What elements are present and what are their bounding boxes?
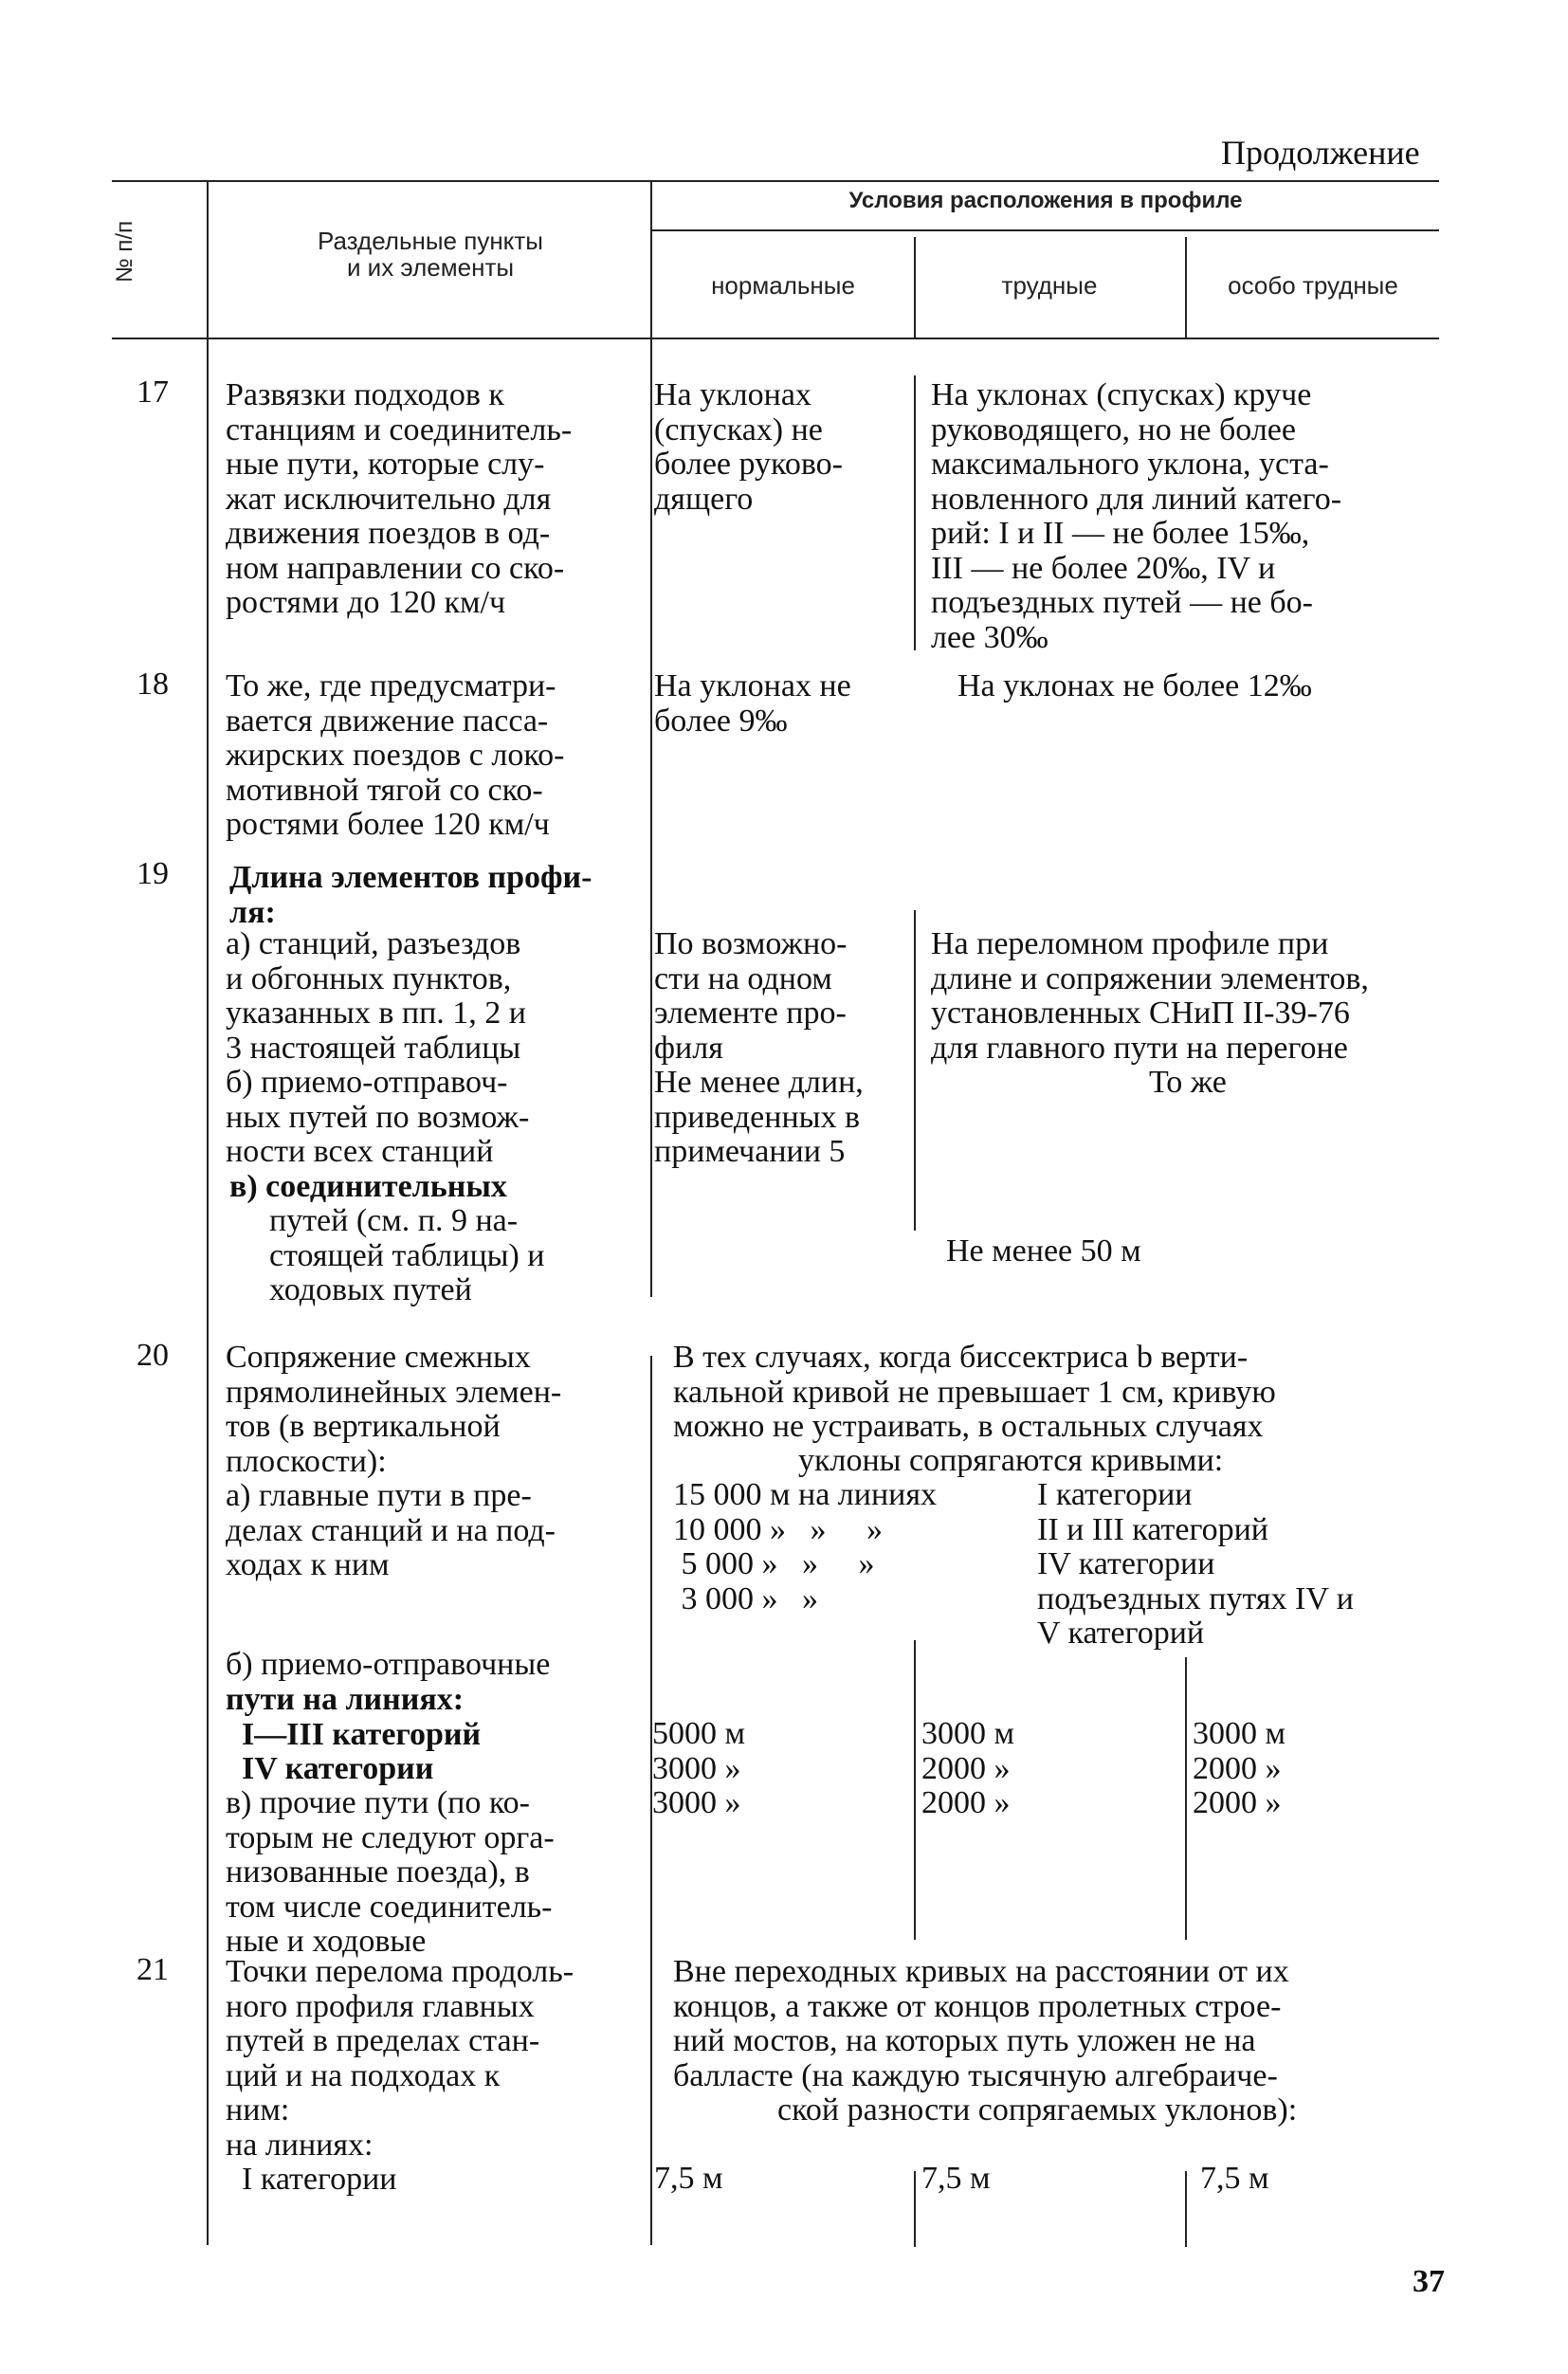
body-divider-normal-20 bbox=[914, 1640, 916, 1940]
row-19-item-b: б) приемо-отправоч- ных путей по возмож- ности всех станций bbox=[226, 1065, 530, 1169]
row-21-number: 21 bbox=[137, 1952, 169, 1987]
row-19-item-c-title: в) соединительных bbox=[229, 1169, 507, 1204]
row-20-merged-intro: В тех случаях, когда биссектриса b верти- кальной кривой не превышает 1 см, кривую можно не устраивать, в остальных случаях bbox=[673, 1340, 1276, 1444]
row-18-normal: На уклонах не более 9‰ bbox=[654, 668, 851, 739]
row-18-number: 18 bbox=[137, 667, 169, 702]
row-19-number: 19 bbox=[137, 856, 169, 891]
row-21-very-hard: 7,5 м bbox=[1200, 2161, 1269, 2196]
row-19-item-a: а) станций, разъездов и обгонных пунктов, указанных в пп. 1, 2 и 3 настоящей таблицы bbox=[226, 926, 526, 1066]
row-20-very-hard-values: 3000 м 2000 » 2000 » bbox=[1193, 1716, 1286, 1820]
row-19-hard-b: То же bbox=[1149, 1065, 1227, 1100]
row-20-item-a: Сопряжение смежных прямолинейных элемен- тов (в вертикальной плоскости): а) главные пути в пре- делах станций и на под- ходах к ним bbox=[226, 1340, 562, 1582]
row-20-hard-values: 3000 м 2000 » 2000 » bbox=[921, 1716, 1015, 1820]
continuation-label: Продолжение bbox=[1221, 134, 1420, 172]
body-divider-normal-17 bbox=[914, 375, 916, 650]
body-divider-hard-20 bbox=[1185, 1657, 1187, 1940]
row-18-hard: На уклонах не более 12‰ bbox=[957, 668, 1312, 703]
row-20-number: 20 bbox=[137, 1338, 169, 1373]
row-21-item: Точки перелома продоль- ного профиля главных путей в пределах стан- ций и на подходах к ним: на линиях: I категории bbox=[226, 1954, 574, 2197]
row-21-hard: 7,5 м bbox=[921, 2161, 991, 2196]
row-20-item-b: б) приемо-отправочные bbox=[226, 1647, 551, 1682]
body-divider-items-1 bbox=[650, 338, 652, 1297]
row-20-radii-right: I категории II и III категорий IV категории подъездных путях IV и V категорий bbox=[1037, 1477, 1354, 1651]
row-19-hard-c: Не менее 50 м bbox=[946, 1233, 1141, 1269]
row-20-radii-left: 15 000 м на линиях 10 000 » » » 5 000 » » » 3 000 » » bbox=[673, 1477, 937, 1616]
row-17-item: Развязки подходов к станциям и соединитель- ные пути, которые слу- жат исключительно для движения поездов в од- ном направлении со ско- ростями до 120 км/ч bbox=[226, 377, 573, 620]
header-divider-hard bbox=[1185, 237, 1187, 338]
row-21-normal: 7,5 м bbox=[654, 2161, 723, 2196]
header-top-rule bbox=[112, 180, 1439, 182]
conditions-rule bbox=[652, 229, 1439, 231]
row-17-hard: На уклонах (спусках) круче руководящего, но не более максимального уклона, уста- новленного для линий катего- рий: I и II — не более 15‰, III — не более 20‰, IV и подъездных путей — не бо- лее 30‰ bbox=[931, 377, 1342, 655]
row-19-item-c: путей (см. п. 9 на- стоящей таблицы) и ходовых путей bbox=[269, 1203, 545, 1307]
header-bottom-rule bbox=[112, 338, 1439, 339]
body-divider-normal-21 bbox=[914, 2171, 916, 2247]
col-num-header: № п/п bbox=[112, 220, 137, 283]
header-divider-normal bbox=[914, 237, 916, 338]
col-very-hard-header: особо трудные bbox=[1228, 271, 1398, 300]
row-20-merged-intro-last: уклоны сопрягаются кривыми: bbox=[798, 1443, 1224, 1478]
row-17-number: 17 bbox=[137, 374, 169, 410]
row-20-item-c: в) прочие пути (по ко- торым не следуют орга- низованные поезда), в том числе соединитель- ные и ходовые bbox=[226, 1785, 555, 1959]
row-19-normal-b: Не менее длин, приведенных в примечании 5 bbox=[654, 1065, 864, 1169]
col-normal-header: нормальные bbox=[711, 271, 855, 300]
body-divider-num bbox=[207, 338, 209, 2245]
row-19-hard-a: На переломном профиле при длине и сопряжении элементов, установленных СНиП II-39-76 для главного пути на перегоне bbox=[931, 926, 1369, 1066]
row-20-normal-values: 5000 м 3000 » 3000 » bbox=[652, 1716, 746, 1820]
row-20-item-b-bold: пути на линиях: I—III категорий IV категории bbox=[226, 1682, 482, 1786]
header-divider-num bbox=[207, 180, 209, 338]
col-items-header: Раздельные пункты и их элементы bbox=[318, 227, 543, 282]
header-divider-items bbox=[650, 180, 652, 338]
row-17-normal: На уклонах (спусках) не более руково- дящего bbox=[654, 377, 843, 517]
col-conditions-header: Условия расположения в профиле bbox=[848, 188, 1243, 213]
page-number: 37 bbox=[1413, 2264, 1445, 2299]
row-21-merged-intro-last: ской разности сопрягаемых уклонов): bbox=[777, 2092, 1298, 2127]
body-divider-normal-19 bbox=[914, 910, 916, 1231]
row-19-item-title: Длина элементов профи- ля: bbox=[229, 860, 593, 930]
col-hard-header: трудные bbox=[1001, 271, 1098, 300]
body-divider-hard-21 bbox=[1185, 2171, 1187, 2247]
row-18-item: То же, где предусматри- вается движение пасса- жирских поездов с локо- мотивной тягой со ско- ростями более 120 км/ч bbox=[226, 668, 565, 842]
row-19-normal-a: По возможно- сти на одном элементе про- филя bbox=[654, 926, 848, 1066]
row-21-merged-intro: Вне переходных кривых на расстоянии от их концов, а также от концов пролетных строе- ний мостов, на которых путь уложен не на балласте (на каждую тысячную алгебраиче- bbox=[673, 1954, 1289, 2093]
